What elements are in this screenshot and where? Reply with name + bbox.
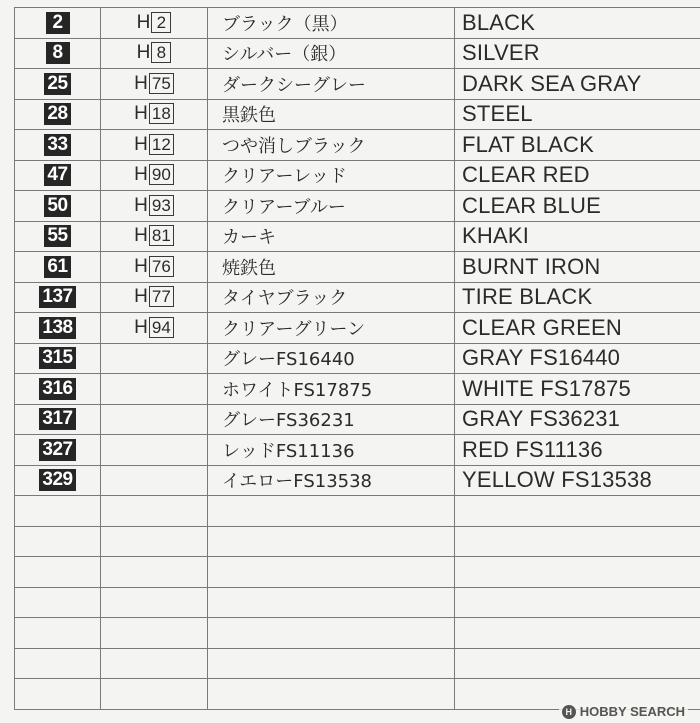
empty-table-row [15, 587, 700, 618]
h-code-number: 2 [151, 12, 171, 33]
hobby-search-logo-icon: H [562, 705, 576, 719]
color-number-cell [15, 465, 101, 496]
japanese-name-cell: 黒鉄色 [208, 99, 455, 130]
h-code-cell [101, 252, 208, 283]
color-number-cell [15, 8, 101, 39]
h-code-number: 77 [149, 286, 174, 307]
color-number-badge: 317 [39, 408, 75, 430]
h-code-prefix: H [134, 72, 148, 94]
japanese-name-cell: カーキ [208, 221, 455, 252]
h-code-prefix: H [134, 255, 148, 277]
japanese-name-cell: クリアーグリーン [208, 313, 455, 344]
watermark [559, 703, 688, 720]
table-row [15, 465, 700, 496]
empty-cell [15, 526, 101, 557]
color-number-badge: 8 [46, 42, 70, 64]
english-name-cell: CLEAR GREEN [455, 313, 700, 344]
table-row [15, 69, 700, 100]
table-row [15, 8, 700, 39]
h-code [134, 103, 174, 124]
h-code [137, 12, 172, 33]
color-number-badge: 33 [44, 134, 70, 156]
japanese-name-cell: イエローFS13538 [208, 465, 455, 496]
color-number-badge: 315 [39, 347, 75, 369]
empty-cell [455, 618, 700, 649]
h-code-number: 94 [149, 317, 174, 338]
empty-cell [15, 679, 101, 710]
color-number-cell [15, 221, 101, 252]
table-row [15, 435, 700, 466]
h-code [137, 42, 172, 63]
h-code-cell [101, 69, 208, 100]
japanese-name-cell: グレーFS36231 [208, 404, 455, 435]
table-row [15, 282, 700, 313]
empty-cell [208, 648, 455, 679]
empty-table-row [15, 557, 700, 588]
h-code-cell [101, 130, 208, 161]
color-number-cell [15, 252, 101, 283]
empty-cell [455, 496, 700, 527]
empty-cell [101, 496, 208, 527]
h-code [134, 256, 174, 277]
table-row [15, 99, 700, 130]
empty-cell [101, 648, 208, 679]
color-number-badge: 25 [44, 73, 70, 95]
empty-cell [208, 526, 455, 557]
h-code-prefix: H [134, 103, 148, 125]
table-row [15, 343, 700, 374]
empty-cell [15, 557, 101, 588]
color-number-cell [15, 313, 101, 344]
h-code-cell [101, 343, 208, 374]
h-code-cell [101, 160, 208, 191]
h-code [134, 317, 174, 338]
empty-table-row [15, 496, 700, 527]
japanese-name-cell: クリアーブルー [208, 191, 455, 222]
english-name-cell: KHAKI [455, 221, 700, 252]
color-number-cell [15, 282, 101, 313]
table-row [15, 221, 700, 252]
english-name-cell: GRAY FS16440 [455, 343, 700, 374]
japanese-name-cell: 焼鉄色 [208, 252, 455, 283]
empty-cell [455, 648, 700, 679]
empty-cell [208, 557, 455, 588]
japanese-name-cell: クリアーレッド [208, 160, 455, 191]
empty-cell [101, 557, 208, 588]
empty-table-row [15, 618, 700, 649]
h-code [134, 134, 174, 155]
h-code-cell [101, 38, 208, 69]
english-name-cell: YELLOW FS13538 [455, 465, 700, 496]
color-number-badge: 28 [44, 103, 70, 125]
empty-cell [101, 618, 208, 649]
english-name-cell: WHITE FS17875 [455, 374, 700, 405]
color-number-badge: 55 [44, 225, 70, 247]
h-code [134, 286, 174, 307]
h-code-prefix: H [136, 42, 151, 64]
color-chart-sheet [14, 7, 700, 710]
empty-table-row [15, 526, 700, 557]
empty-cell [101, 587, 208, 618]
h-code-prefix: H [134, 133, 148, 155]
color-number-cell [15, 69, 101, 100]
h-code-cell [101, 435, 208, 466]
color-number-badge: 61 [44, 256, 70, 278]
table-row [15, 191, 700, 222]
color-number-badge: 329 [39, 469, 75, 491]
color-number-cell [15, 343, 101, 374]
empty-cell [15, 587, 101, 618]
japanese-name-cell: ホワイトFS17875 [208, 374, 455, 405]
h-code-cell [101, 99, 208, 130]
color-number-badge: 137 [39, 286, 75, 308]
h-code-number: 93 [149, 195, 174, 216]
color-number-cell [15, 435, 101, 466]
h-code-number: 90 [149, 164, 174, 185]
japanese-name-cell: ブラック（黒） [208, 8, 455, 39]
english-name-cell: RED FS11136 [455, 435, 700, 466]
english-name-cell: BLACK [455, 8, 700, 39]
h-code-number: 12 [149, 134, 174, 155]
empty-cell [208, 587, 455, 618]
japanese-name-cell: タイヤブラック [208, 282, 455, 313]
h-code-prefix: H [134, 316, 148, 338]
h-code-cell [101, 465, 208, 496]
color-number-badge: 327 [39, 439, 75, 461]
color-number-badge: 2 [46, 12, 70, 34]
color-number-badge: 47 [44, 164, 70, 186]
english-name-cell: CLEAR BLUE [455, 191, 700, 222]
english-name-cell: CLEAR RED [455, 160, 700, 191]
empty-cell [455, 587, 700, 618]
h-code-number: 18 [149, 103, 174, 124]
english-name-cell: FLAT BLACK [455, 130, 700, 161]
h-code-cell [101, 221, 208, 252]
h-code [134, 73, 174, 94]
h-code [134, 164, 174, 185]
color-number-cell [15, 374, 101, 405]
empty-cell [15, 648, 101, 679]
h-code-number: 81 [149, 225, 174, 246]
h-code-number: 75 [149, 73, 174, 94]
color-number-cell [15, 99, 101, 130]
english-name-cell: TIRE BLACK [455, 282, 700, 313]
japanese-name-cell: グレーFS16440 [208, 343, 455, 374]
empty-cell [455, 526, 700, 557]
empty-cell [455, 557, 700, 588]
english-name-cell: STEEL [455, 99, 700, 130]
english-name-cell: DARK SEA GRAY [455, 69, 700, 100]
color-number-cell [15, 38, 101, 69]
table-row [15, 313, 700, 344]
h-code-prefix: H [134, 286, 148, 308]
h-code-prefix: H [134, 164, 148, 186]
japanese-name-cell: レッドFS11136 [208, 435, 455, 466]
empty-cell [208, 679, 455, 710]
h-code-prefix: H [134, 194, 148, 216]
japanese-name-cell: ダークシーグレー [208, 69, 455, 100]
h-code-number: 8 [151, 42, 171, 63]
japanese-name-cell: シルバー（銀） [208, 38, 455, 69]
color-number-badge: 138 [39, 317, 75, 339]
h-code-prefix: H [134, 225, 148, 247]
empty-cell [208, 496, 455, 527]
h-code-cell [101, 374, 208, 405]
table-row [15, 38, 700, 69]
empty-cell [101, 526, 208, 557]
table-row [15, 404, 700, 435]
watermark-text: HOBBY SEARCH [579, 704, 685, 719]
empty-cell [208, 618, 455, 649]
table-row [15, 130, 700, 161]
h-code-prefix: H [136, 11, 151, 33]
h-code [134, 225, 174, 246]
color-number-cell [15, 130, 101, 161]
h-code [134, 195, 174, 216]
h-code-cell [101, 282, 208, 313]
h-code-cell [101, 8, 208, 39]
empty-table-row [15, 648, 700, 679]
japanese-name-cell: つや消しブラック [208, 130, 455, 161]
color-number-cell [15, 404, 101, 435]
empty-cell [15, 496, 101, 527]
table-row [15, 160, 700, 191]
h-code-cell [101, 404, 208, 435]
english-name-cell: SILVER [455, 38, 700, 69]
color-number-badge: 316 [39, 378, 75, 400]
english-name-cell: GRAY FS36231 [455, 404, 700, 435]
color-number-cell [15, 191, 101, 222]
color-number-cell [15, 160, 101, 191]
empty-cell [15, 618, 101, 649]
color-chart-table [14, 7, 700, 710]
empty-cell [101, 679, 208, 710]
color-number-badge: 50 [44, 195, 70, 217]
english-name-cell: BURNT IRON [455, 252, 700, 283]
table-row [15, 252, 700, 283]
h-code-cell [101, 191, 208, 222]
h-code-cell [101, 313, 208, 344]
table-row [15, 374, 700, 405]
h-code-number: 76 [149, 256, 174, 277]
